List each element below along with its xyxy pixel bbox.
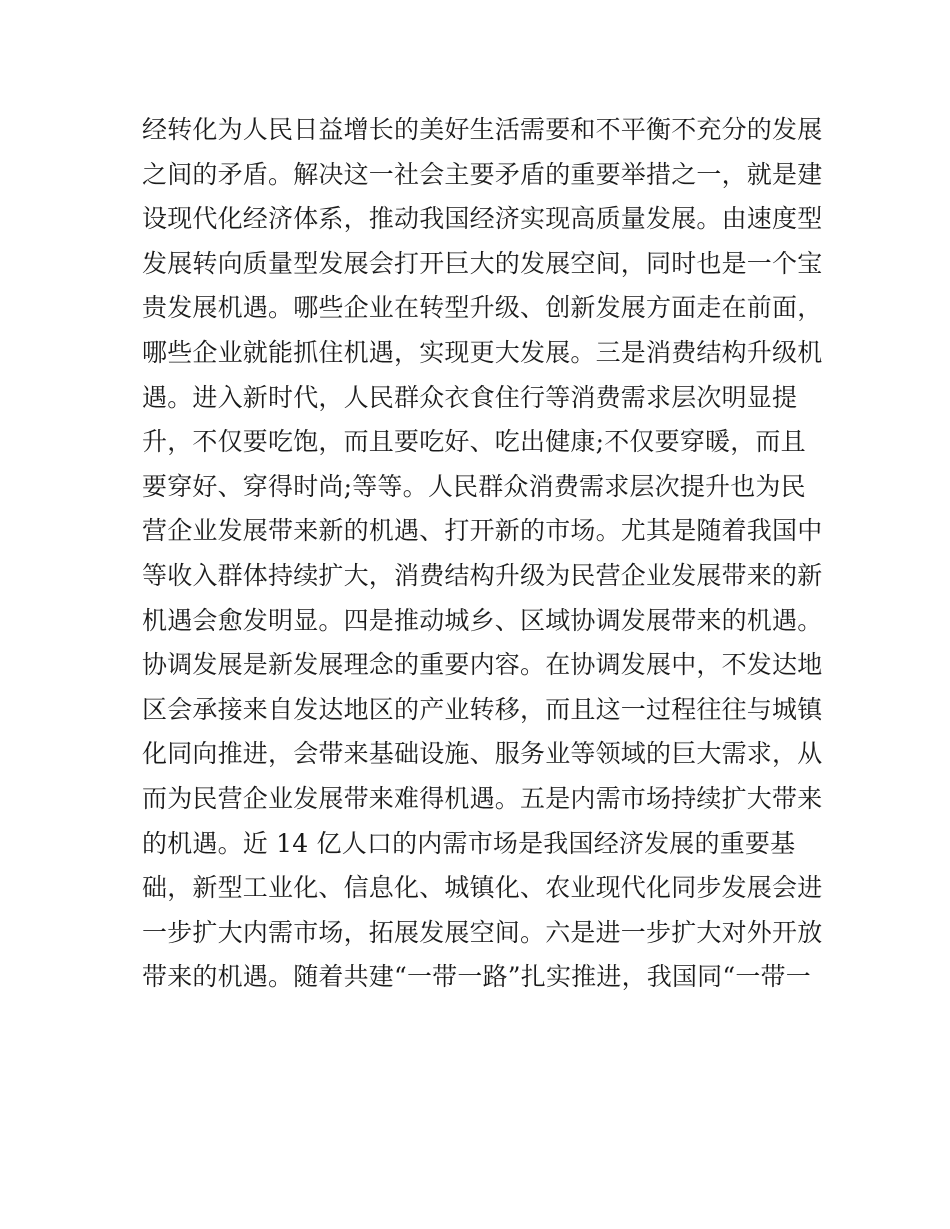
text-line: 机遇会愈发明显。四是推动城乡、区域协调发展带来的机遇。 [142,605,823,635]
body-text [142,108,842,1000]
text-line: 带来的机遇。随着共建“一带一路”扎实推进，我国同“一带一 [142,962,811,992]
text-line: 设现代化经济体系，推动我国经济实现高质量发展。由速度型 [142,204,823,234]
text-line: 一步扩大内需市场，拓展发展空间。六是进一步扩大对外开放 [142,917,823,947]
text-line: 要穿好、穿得时尚;等等。人民群众消费需求层次提升也为民 [142,471,806,501]
text-line: 协调发展是新发展理念的重要内容。在协调发展中，不发达地 [142,650,823,680]
text-line: 而为民营企业发展带来难得机遇。五是内需市场持续扩大带来 [142,783,823,813]
text-line: 升，不仅要吃饱，而且要吃好、吃出健康;不仅要穿暖，而且 [142,427,806,457]
text-line: 经转化为人民日益增长的美好生活需要和不平衡不充分的发展 [142,115,823,144]
text-line: 等收入群体持续扩大，消费结构升级为民营企业发展带来的新 [142,560,823,590]
text-line: 化同向推进，会带来基础设施、服务业等领域的巨大需求，从 [142,739,823,769]
text-line: 之间的矛盾。解决这一社会主要矛盾的重要举措之一，就是建 [142,159,823,189]
text-line: 区会承接来自发达地区的产业转移，而且这一过程往往与城镇 [142,694,823,724]
text-line: 贵发展机遇。哪些企业在转型升级、创新发展方面走在前面， [142,293,823,323]
text-line: 础，新型工业化、信息化、城镇化、农业现代化同步发展会进 [142,873,823,903]
text-line: 哪些企业就能抓住机遇，实现更大发展。三是消费结构升级机 [142,337,823,367]
text-line: 发展转向质量型发展会打开巨大的发展空间，同时也是一个宝 [142,248,823,278]
text-line: 的机遇。近 14 亿人口的内需市场是我国经济发展的重要基 [142,828,796,858]
text-line: 营企业发展带来新的机遇、打开新的市场。尤其是随着我国中 [142,516,823,546]
text-line: 遇。进入新时代，人民群众衣食住行等消费需求层次明显提 [142,382,798,412]
